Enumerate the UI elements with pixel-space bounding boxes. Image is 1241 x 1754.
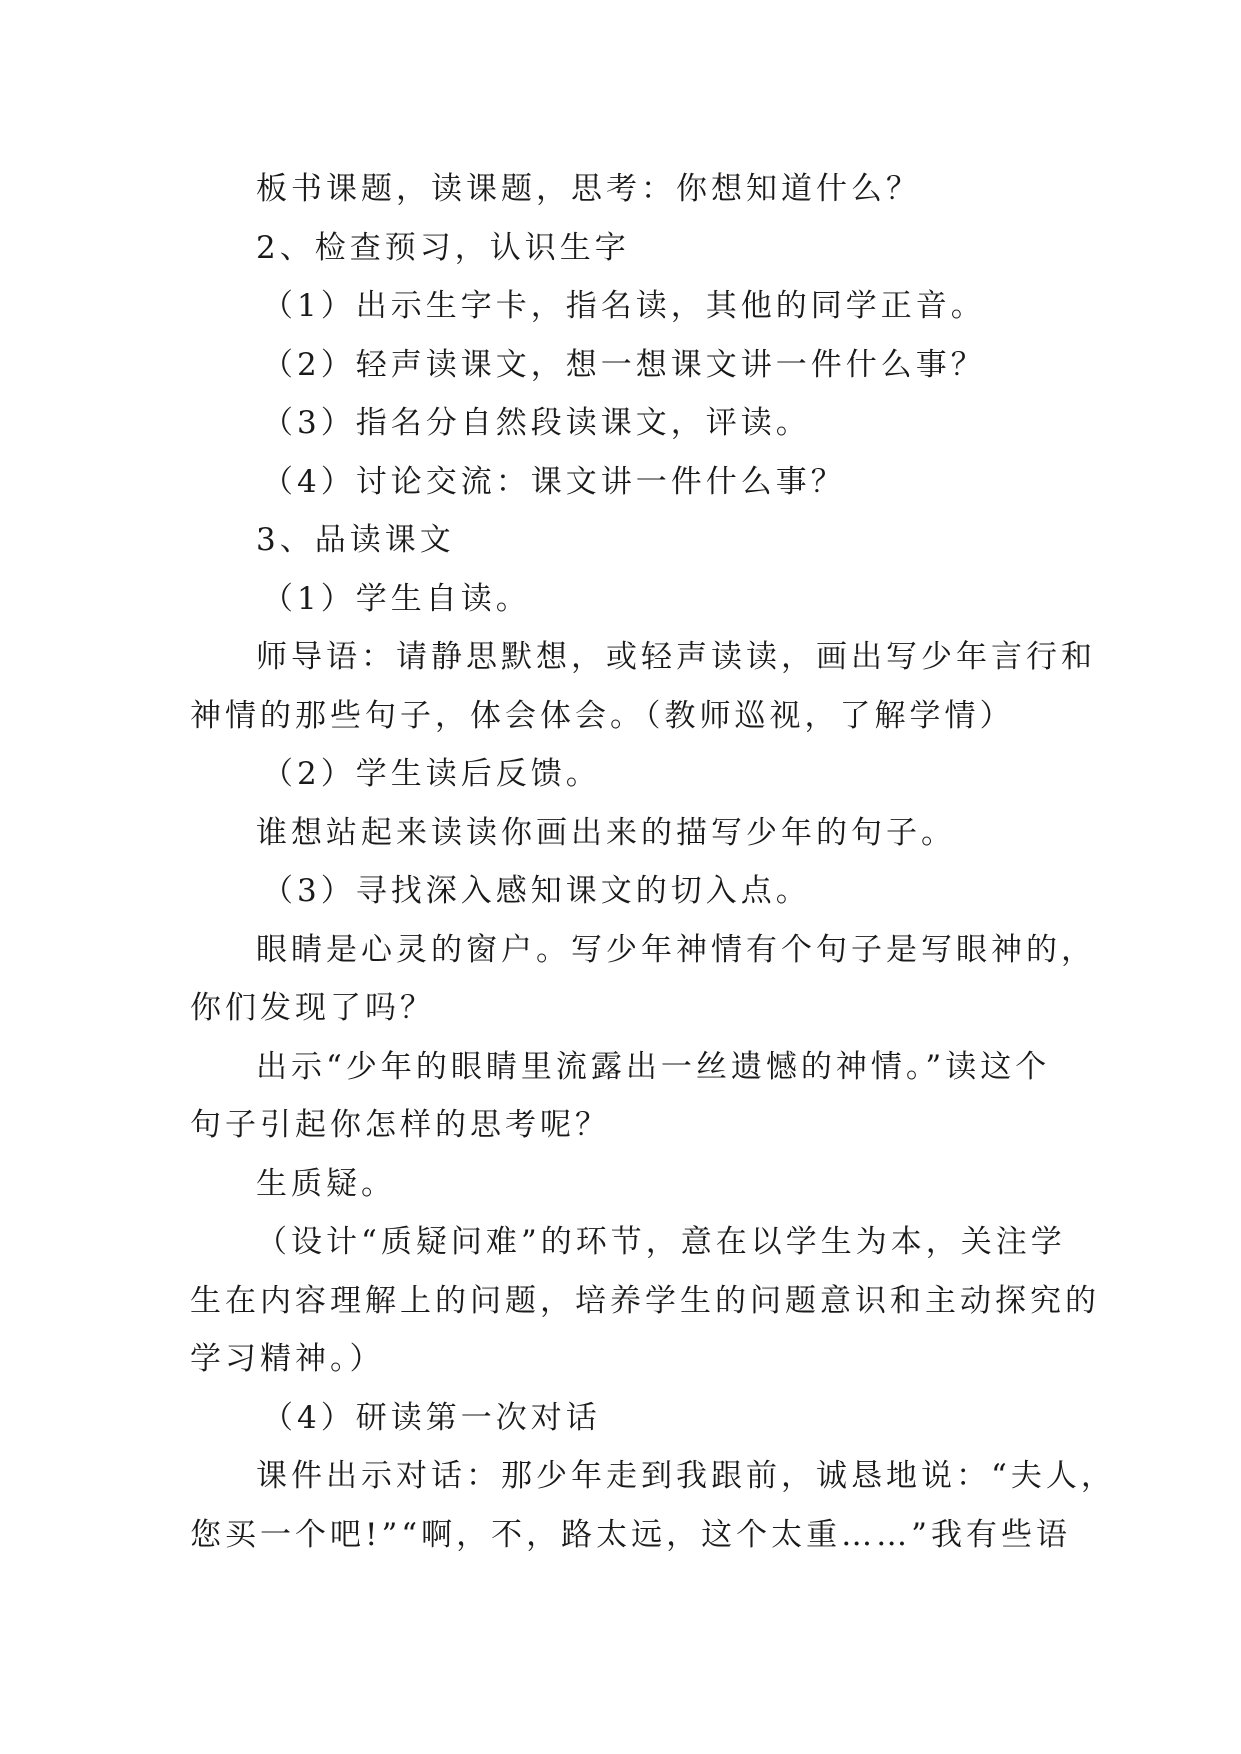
text-line: （4）研读第一次对话 bbox=[262, 1399, 601, 1436]
text-line: 眼睛是心灵的窗户。写少年神情有个句子是写眼神的， bbox=[256, 931, 1096, 968]
text-line: （2）轻声读课文，想一想课文讲一件什么事？ bbox=[262, 346, 986, 383]
text-line: 板书课题，读课题，思考：你想知道什么？ bbox=[256, 171, 921, 207]
text-line: 您买一个吧!”“啊，不，路太远，这个太重……”我有些语 bbox=[190, 1516, 1071, 1553]
text-line: （3）指名分自然段读课文，评读。 bbox=[262, 405, 811, 441]
text-line: 句子引起你怎样的思考呢？ bbox=[190, 1107, 610, 1143]
document-body bbox=[190, 160, 1116, 1564]
text-line: 2、检查预习，认识生字 bbox=[256, 229, 630, 266]
text-line: 神情的那些句子，体会体会。（教师巡视，了解学情） bbox=[190, 697, 1015, 734]
text-line: 你们发现了吗？ bbox=[190, 990, 435, 1026]
text-line: （3）寻找深入感知课文的切入点。 bbox=[262, 873, 811, 909]
text-line: 生质疑。 bbox=[256, 1165, 396, 1202]
text-line: 谁想站起来读读你画出来的描写少年的句子。 bbox=[256, 814, 956, 851]
text-line: 3、品读课文 bbox=[256, 522, 455, 558]
text-line: （4）讨论交流：课文讲一件什么事？ bbox=[262, 463, 846, 500]
text-line: （2）学生读后反馈。 bbox=[262, 756, 601, 792]
text-line: （设计“质疑问难”的环节，意在以学生为本，关注学 bbox=[256, 1224, 1066, 1260]
text-line: （1）出示生字卡，指名读，其他的同学正音。 bbox=[262, 288, 986, 324]
text-line: （1）学生自读。 bbox=[262, 580, 531, 617]
text-line: 学习精神。） bbox=[190, 1341, 385, 1377]
text-line: 生在内容理解上的问题，培养学生的问题意识和主动探究的 bbox=[190, 1282, 1100, 1319]
text-line: 课件出示对话：那少年走到我跟前，诚恳地说：“夫人， bbox=[256, 1458, 1116, 1494]
text-line: 师导语：请静思默想，或轻声读读，画出写少年言行和 bbox=[256, 639, 1096, 675]
text-line: 出示“少年的眼睛里流露出一丝遗憾的神情。”读这个 bbox=[256, 1048, 1051, 1085]
